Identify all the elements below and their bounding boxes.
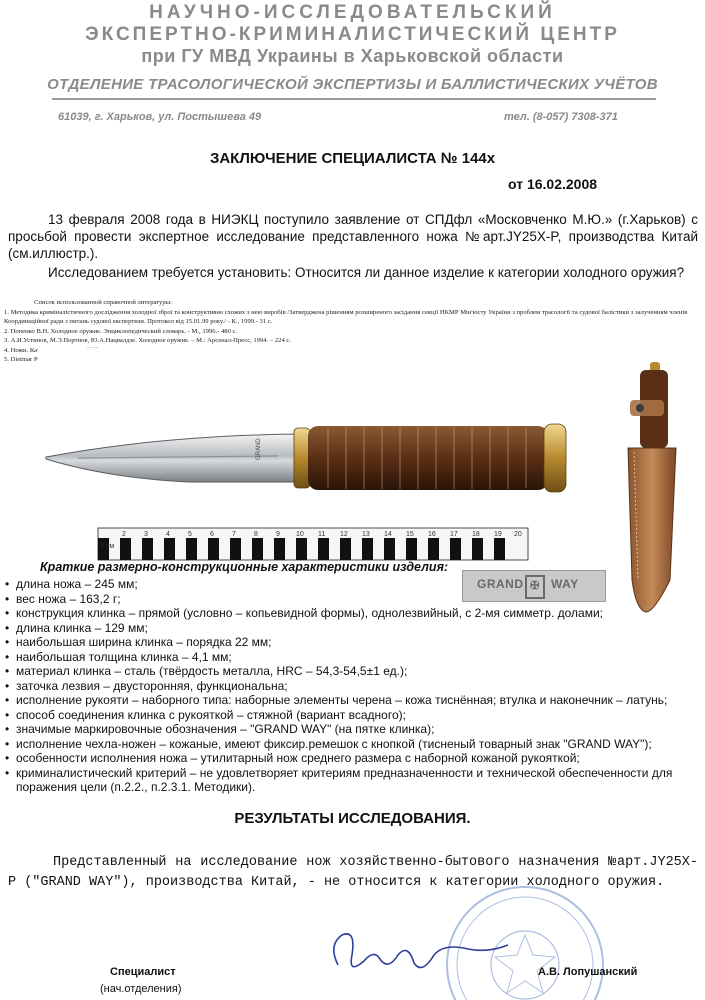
scale-number: 18 (472, 531, 480, 538)
phone: тел. (8-057) 7308-371 (504, 111, 618, 123)
spec-item: • длина ножа – 245 мм; (4, 577, 702, 592)
signatory-dept: (нач.отделения) (100, 983, 182, 995)
signature-stroke (334, 934, 508, 968)
document-date: от 16.02.2008 (508, 176, 598, 192)
results-heading: РЕЗУЛЬТАТЫ ИССЛЕДОВАНИЯ. (234, 810, 471, 827)
spec-item: • криминалистический критерий – не удовлетворяет критериям предназначенности и технической обеспеченности для поражения цели (п.2.2., п.2.3.1. Методики). (4, 766, 702, 795)
scale-number: 12 (340, 531, 348, 538)
scale-ruler (98, 528, 528, 560)
institute-name-line1: НАУЧНО-ИССЛЕДОВАТЕЛЬСКИЙ (149, 2, 556, 23)
spec-item: • длина клинка – 129 мм; (4, 621, 702, 636)
scale-number: 5 (188, 531, 192, 538)
scale-number: 20 (514, 531, 522, 538)
department-name: ОТДЕЛЕНИЕ ТРАСОЛОГИЧЕСКОЙ ЭКСПЕРТИЗЫ И БАЛЛИСТИЧЕСКИХ УЧЁТОВ (47, 76, 658, 93)
scale-number: 8 (254, 531, 258, 538)
scale-number: 3 (144, 531, 148, 538)
spec-item: • материал клинка – сталь (твёрдость металла, HRC – 54,3-54,5±1 ед.); (4, 664, 702, 679)
conclusion-paragraph: Представленный на исследование нож хозяйственно-бытового назначения №арт.JY25X-P ("GRAND WAY"), производства Китай, - не относится к категории холодного оружия. (8, 855, 698, 890)
scale-number: 2 (122, 531, 126, 538)
scale-number: 15 (406, 531, 414, 538)
blade-marking: GRAND (256, 438, 262, 460)
header-divider (52, 98, 656, 100)
knife-photo (38, 348, 636, 578)
scale-number: 4 (166, 531, 170, 538)
institute-name-line3: при ГУ МВД Украины в Харьковской области (141, 46, 564, 66)
specs-list (4, 577, 702, 795)
question-paragraph: Исследованием требуется установить: Относится ли данное изделие к категории холодного оружия? (48, 265, 685, 280)
scale-number: 11 (318, 531, 326, 538)
brass-guard (294, 428, 310, 488)
scale-number: 10 (296, 531, 304, 538)
institute-name-line2: ЭКСПЕРТНО-КРИМИНАЛИСТИЧЕСКИЙ ЦЕНТР (85, 24, 620, 45)
signatory-title: Специалист (110, 966, 176, 978)
spec-item: • заточка лезвия – двусторонняя, функциональна; (4, 679, 702, 694)
scale-label: 1 см (100, 543, 115, 550)
spec-item: • наибольшая толщина клинка – 4,1 мм; (4, 650, 702, 665)
address: 61039, г. Харьков, ул. Постышева 49 (58, 111, 262, 123)
scale-number: 16 (428, 531, 436, 538)
brand-mark-left: GRAND (477, 577, 524, 591)
signature-mark (318, 925, 518, 985)
spec-item: • исполнение чехла-ножен – кожаные, имеют фиксир.ремешок с кнопкой (тисненый товарный знак "GRAND WAY"); (4, 737, 702, 752)
snap-button (636, 404, 644, 412)
spec-item: • значимые маркировочные обозначения – "GRAND WAY" (на пятке клинка); (4, 722, 702, 737)
reference-item: 5. Dietmar Pohl. Taktische Einsatzmesser. В переводе: Современные боевые ножи. – М.: ЗАО «Омега», 2003. – 191 с. (4, 356, 327, 363)
scale-number: 19 (494, 531, 502, 538)
spec-item: • наибольшая ширина клинка – порядка 22 мм; (4, 635, 702, 650)
leather-handle (308, 426, 548, 490)
references-heading: Список использованной справочной литературы: (34, 299, 172, 306)
brass-pommel (544, 424, 566, 492)
spec-item: • конструкция клинка – прямой (условно – копьевидной формы), однолезвийный, с 2-мя симметр. долами; (4, 606, 702, 621)
reference-item: 3. А.И.Устинов, М.Э.Портнов, Ю.А.Нацвалдзе. Холодное оружие. – М.: Арсенал-Пресс, 1994. – 224 с. (4, 337, 291, 344)
scale-number: 14 (384, 531, 392, 538)
brand-mark-right: WAY (551, 577, 579, 591)
scale-number: 17 (450, 531, 458, 538)
reference-item: 1. Методика криміналістичного дослідження холодної зброї та конструктивно схожих з нею виробів /Затверджена рішенням розширеного засідання секції НКМР Мін'юсту України з проблем трасології та судової балістики з залученням членів Координаційної ради з питань судової експертизи. Протокол від 15.01.99 року./ - К., 1999.- 31 с. (4, 308, 688, 325)
intro-paragraph: 13 февраля 2008 года в НИЭКЦ поступило заявление от СПДфл «Московченко М.Ю.» (г.Харьков) с просьбой провести экспертное исследование представленного ножа №арт.JY25X-P, производства Китай (см.иллюстр.). (8, 212, 698, 261)
cross-icon: ✠ (525, 575, 545, 599)
scale-number: 13 (362, 531, 370, 538)
spec-item: • исполнение рукояти – наборного типа: наборные элементы черена – кожа тиснённая; втулка и наконечник – латунь; (4, 693, 702, 708)
reference-item: 4. Ножи. Каталог-ежегодник, №№ 1/2/3. – М.: Издательство «Премьера», 2002/2003/2004/2006. (4, 346, 271, 354)
scale-number: 7 (232, 531, 236, 538)
spec-item: • вес ножа – 163,2 г; (4, 592, 702, 607)
spec-item: • особенности исполнения ножа – утилитарный нож среднего размера с наборной кожаной рукояткой; (4, 751, 702, 766)
specs-heading: Краткие размерно-конструкционные характеристики изделия: (40, 560, 449, 574)
document-title: ЗАКЛЮЧЕНИЕ СПЕЦИАЛИСТА № 144х (209, 150, 496, 167)
reference-item: 2. Попенко В.Н. Холодное оружие. Энциклопедический словарь. - М., 1996.- 480 с. (4, 327, 238, 335)
scale-number: 9 (276, 531, 280, 538)
signatory-name: А.В. Лопушанский (538, 966, 638, 978)
sheath-strap (630, 400, 664, 416)
scale-number: 6 (210, 531, 214, 538)
spec-item: • способ соединения клинка с рукояткой – стяжной (вариант всадного); (4, 708, 702, 723)
